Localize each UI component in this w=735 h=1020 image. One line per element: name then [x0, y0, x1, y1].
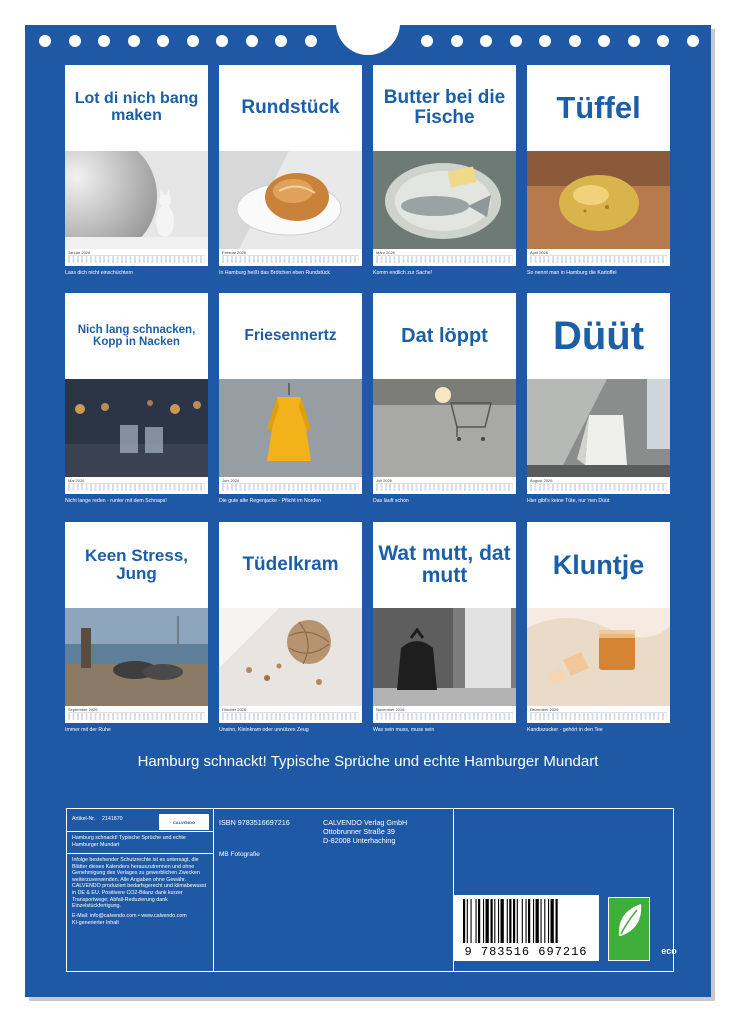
tea-kluntje-image	[527, 608, 670, 706]
month-label: Oktober 2026	[222, 707, 247, 712]
month-title: Tüdelkram	[242, 554, 339, 576]
month-card-april	[527, 65, 670, 266]
potato-image	[527, 151, 670, 249]
barcode-bar	[486, 899, 489, 943]
month-title: Friesennertz	[244, 326, 337, 344]
barcode-number: 9 783516 697216	[464, 945, 588, 959]
moon-cat-image	[65, 151, 208, 249]
binding-hole	[98, 35, 110, 47]
product-title: Hamburg schnackt! Typische Sprüche und echte Hamburger Mundart	[72, 835, 186, 848]
article-number: 2141870	[102, 816, 123, 822]
month-card-october	[219, 522, 362, 723]
binding-hole	[216, 35, 228, 47]
barcode-bar	[541, 899, 542, 943]
raincoat-image	[219, 379, 362, 477]
caption-may: Nicht lange reden - runter mit dem Schnaps!	[65, 498, 167, 504]
author-text: MB Fotografie	[219, 851, 260, 858]
barcode-bar	[533, 899, 534, 943]
month-title: Lot di nich bang maken	[74, 90, 199, 124]
day-grid	[376, 255, 513, 263]
month-card-february	[219, 65, 362, 266]
month-label: Februar 2026	[222, 250, 247, 255]
month-label: April 2026	[530, 250, 549, 255]
isbn-text: ISBN 9783516697216	[219, 818, 290, 827]
day-grid	[376, 483, 513, 491]
binding-hole	[128, 35, 140, 47]
binding-hole	[69, 35, 81, 47]
binding-hole	[510, 35, 522, 47]
barcode-bar	[483, 899, 484, 943]
binding-hole	[687, 35, 699, 47]
barcode-bar	[556, 899, 558, 943]
binding-hole	[539, 35, 551, 47]
binding-hole	[569, 35, 581, 47]
month-title: Rundstück	[241, 97, 340, 119]
calendar-back-cover	[25, 25, 711, 997]
month-title: Tüffel	[556, 89, 641, 125]
month-card-august	[527, 293, 670, 494]
day-grid	[376, 712, 513, 720]
barcode-bar	[507, 899, 508, 943]
schnapps-glasses-image	[65, 379, 208, 477]
binding-hole	[421, 35, 433, 47]
month-title: Nich lang schnacken, Kopp in Nacken	[77, 323, 196, 348]
barcode-bar	[528, 899, 530, 943]
barcode-bar	[551, 899, 554, 943]
month-card-december	[527, 522, 670, 723]
binding-hole	[39, 35, 51, 47]
month-label: März 2026	[376, 250, 395, 255]
caption-april: So nennt man in Hamburg die Kartoffel	[527, 270, 617, 276]
info-column-left	[67, 809, 214, 971]
day-grid	[530, 255, 667, 263]
ai-note: KI-generierter Inhalt	[72, 920, 119, 926]
binding-hole	[305, 35, 317, 47]
barcode-bar	[476, 899, 477, 943]
month-label: Januar 2026	[68, 250, 91, 255]
twine-ball-image	[219, 608, 362, 706]
barcode-bar	[471, 899, 472, 943]
contact-text: E-Mail: info@calvendo.com • www.calvendo.com	[72, 913, 187, 919]
month-label: Juli 2026	[376, 478, 393, 483]
publisher-line-2: Ottobrunner Straße 39	[323, 827, 395, 836]
calendar-title: Hamburg schnackt! Typische Sprüche und echte Hamburger Mundart	[137, 753, 599, 770]
caption-september: Immer mit der Ruhe	[65, 727, 111, 733]
month-card-july	[373, 293, 516, 494]
binding-hole	[628, 35, 640, 47]
barcode-bar	[526, 899, 527, 943]
article-label: Artikel-Nr.	[72, 816, 96, 822]
caption-march: Komm endlich zur Sache!	[373, 270, 433, 276]
caption-october: Unsinn, Kleinkram oder unnützes Zeug	[219, 727, 309, 733]
day-grid	[68, 712, 205, 720]
publisher-line-1: CALVENDO Verlag GmbH	[323, 818, 408, 827]
caption-july: Das läuft schon	[373, 498, 409, 504]
calvendo-logo: CALVENDO	[159, 814, 209, 830]
month-title: Düüt	[552, 314, 645, 358]
hanger-cutout	[336, 19, 400, 55]
binding-hole	[275, 35, 287, 47]
barcode	[453, 895, 599, 961]
barcode-bar	[491, 899, 493, 943]
caption-august: Hier gibt's keine Tüte, nur 'nen Düüt	[527, 498, 610, 504]
caption-november: Was sein muss, muss sein	[373, 727, 435, 733]
barcode-bar	[501, 899, 504, 943]
month-title: Kluntje	[552, 549, 645, 580]
barcode-bar	[498, 899, 499, 943]
leaf-icon	[609, 898, 649, 942]
shopping-cart-image	[373, 379, 516, 477]
month-card-january	[65, 65, 208, 266]
fish-butter-image	[373, 151, 516, 249]
month-title: Butter bei die Fische	[383, 87, 506, 128]
eco-badge	[608, 897, 677, 961]
month-title: Dat löppt	[401, 324, 488, 347]
trash-bag-image	[373, 608, 516, 706]
binding-hole	[657, 35, 669, 47]
day-grid	[68, 483, 205, 491]
month-label: November 2026	[376, 707, 405, 712]
caption-june: Die gute alte Regenjacke - Pflicht im Norden	[219, 498, 322, 504]
sneakers-pier-image	[65, 608, 208, 706]
month-card-june	[219, 293, 362, 494]
month-card-march	[373, 65, 516, 266]
binding-hole	[187, 35, 199, 47]
month-label: August 2026	[530, 478, 553, 483]
caption-january: Lass dich nicht einschüchtern	[65, 270, 134, 276]
month-card-may	[65, 293, 208, 494]
barcode-bar	[548, 899, 549, 943]
barcode-bar	[509, 899, 511, 943]
caption-december: Kandiszucker - gehört in den Tee	[527, 727, 603, 733]
month-label: Juni 2026	[222, 478, 240, 483]
binding-hole	[598, 35, 610, 47]
legal-text: Infolge bestehender Schutzrechte ist es untersagt, die Blätter dieses Kalenders herauszutrennen und ohne Genehmigung des Verlages zu gewerblichen Zwecken weiterzuverwenden. Alle Angaben ohne Gewähr. CALVENDO produziert bedarfsgerecht und klimabewusst in DE & EU. Positivere CO2-Bilanz dank kurzer Transportwege; Abfall-Reduzierung dank Einzelstückfertigung.	[72, 857, 207, 910]
month-title: Wat mutt, dat mutt	[378, 541, 511, 587]
binding-hole	[157, 35, 169, 47]
month-card-september	[65, 522, 208, 723]
day-grid	[530, 483, 667, 491]
binding-hole	[451, 35, 463, 47]
barcode-bar	[544, 899, 545, 943]
binding-hole	[246, 35, 258, 47]
barcode-bar	[517, 899, 518, 943]
month-title: Keen Stress, Jung	[85, 546, 188, 583]
barcode-bar	[513, 899, 515, 943]
barcode-bar	[467, 899, 468, 943]
month-label: September 2026	[68, 707, 98, 712]
barcode-bar	[522, 899, 523, 943]
barcode-bar	[536, 899, 539, 943]
caption-february: In Hamburg heißt das Brötchen eben Rundstück	[219, 270, 331, 276]
binding-hole	[480, 35, 492, 47]
barcode-bar	[494, 899, 495, 943]
month-label: Dezember 2026	[530, 707, 559, 712]
bread-roll-image	[219, 151, 362, 249]
barcode-bar	[463, 899, 465, 943]
day-grid	[530, 712, 667, 720]
day-grid	[222, 712, 359, 720]
month-card-november	[373, 522, 516, 723]
eco-label: eco	[661, 946, 677, 956]
barcode-bar	[478, 899, 480, 943]
month-label: Mai 2026	[68, 478, 85, 483]
day-grid	[222, 483, 359, 491]
paper-bag-image	[527, 379, 670, 477]
publisher-line-3: D-82008 Unterhaching	[323, 836, 396, 845]
day-grid	[222, 255, 359, 263]
day-grid	[68, 255, 205, 263]
